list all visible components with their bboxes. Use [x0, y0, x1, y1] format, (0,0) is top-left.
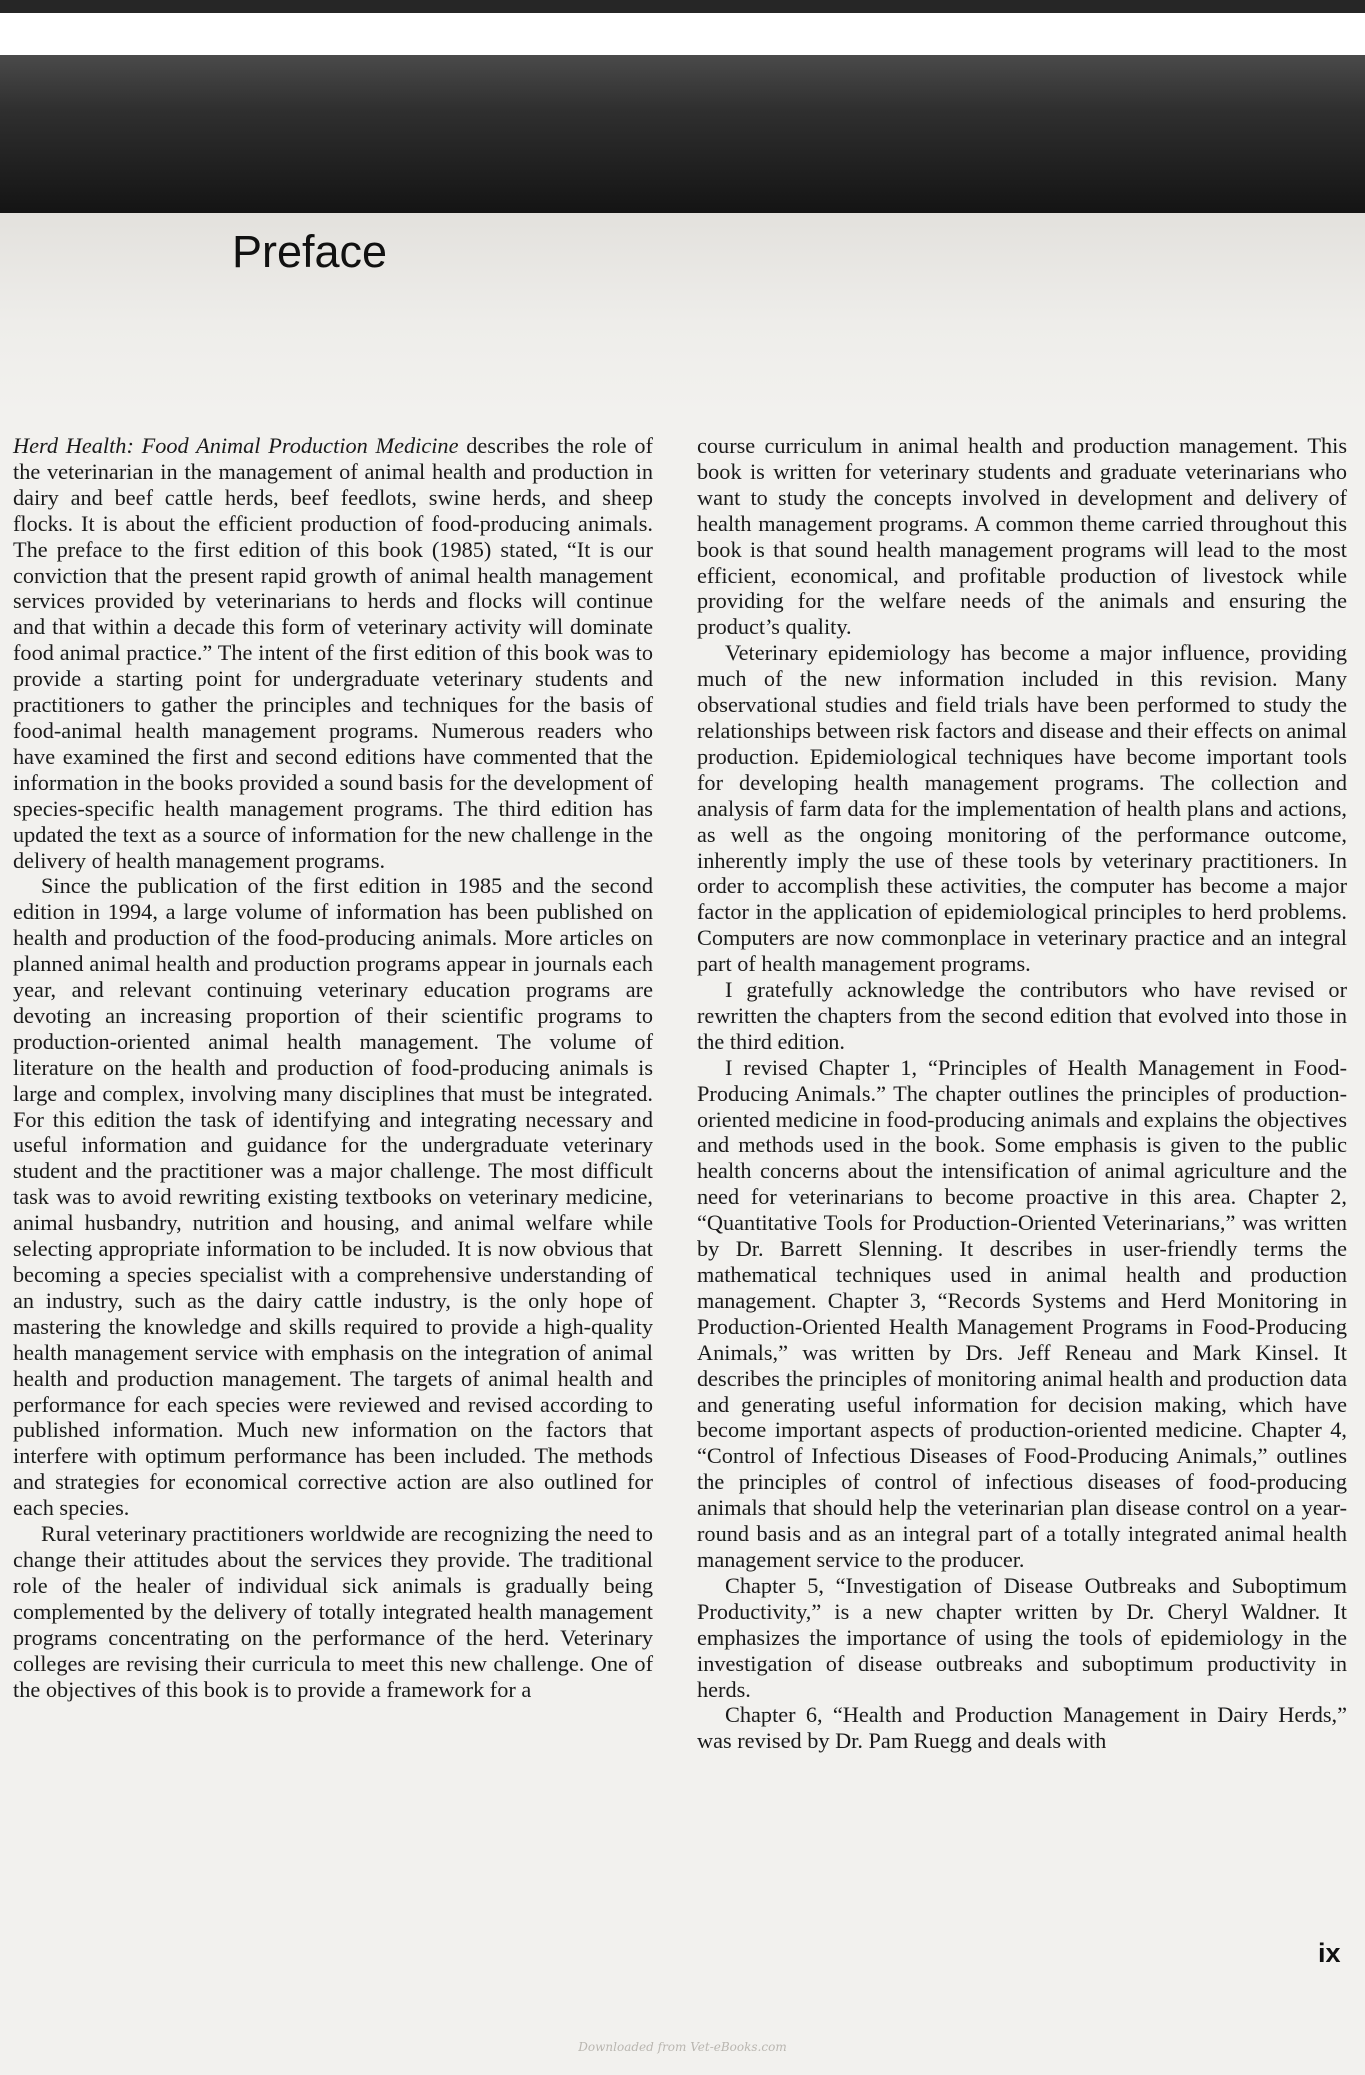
right-column [697, 433, 1347, 1754]
paragraph: I revised Chapter 1, “Principles of Health Management in Food-Producing Animals.” The chapter outlines the principles of production-oriented medicine in food-producing animals and explains the objectives and methods used in the book. Some emphasis is given to the public health concerns about the intensification of animal agriculture and the need for veterinarians to become proactive in this area. Chapter 2, “Quantitative Tools for Production-Oriented Veterinarians,” was written by Dr. Barrett Slenning. It describes in user-friendly terms the mathematical techniques used in animal health and production management. Chapter 3, “Records Systems and Herd Monitoring in Production-Oriented Health Management Programs in Food-Producing Animals,” was written by Drs. Jeff Reneau and Mark Kinsel. It describes the principles of monitoring animal health and production data and generating useful information for decision making, which have become important aspects of production-oriented medicine. Chapter 4, “Control of Infectious Diseases of Food-Producing Animals,” outlines the principles of control of infectious diseases of food-producing animals that should help the veterinarian plan disease control on a year-round basis and as an integral part of a totally integrated animal health management service to the producer. [697, 1054, 1347, 1572]
bleed-through-area [0, 213, 1365, 413]
page-title: Preface [232, 226, 388, 277]
paragraph: Rural veterinary practitioners worldwide are recognizing the need to change their attitudes about the services they provide. The traditional role of the healer of individual sick animals is gradually being complemented by the delivery of totally integrated health management programs concentrating on the performance of the herd. Veterinary colleges are revising their curricula to meet this new challenge. One of the objectives of this book is to provide a framework for a [13, 1521, 653, 1702]
paragraph: course curriculum in animal health and production management. This book is written for veterinary students and graduate veterinarians who want to study the concepts involved in development and delivery of health management programs. A common theme carried throughout this book is that sound health management programs will lead to the most efficient, economical, and profitable production of livestock while providing for the welfare needs of the animals and ensuring the product’s quality. [697, 433, 1347, 640]
top-edge-bar [0, 0, 1365, 13]
paragraph: Veterinary epidemiology has become a major influence, providing much of the new information included in this revision. Many observational studies and field trials have been performed to study the relationships between risk factors and disease and their effects on animal production. Epidemiological techniques have become important tools for developing health management programs. The collection and analysis of farm data for the implementation of health plans and actions, as well as the ongoing monitoring of the performance outcome, inherently imply the use of these tools by veterinary practitioners. In order to accomplish these activities, the computer has become a major factor in the application of epidemiological principles to herd problems. Computers are now commonplace in veterinary practice and an integral part of health management programs. [697, 640, 1347, 977]
paragraph: Chapter 5, “Investigation of Disease Outbreaks and Suboptimum Productivity,” is a new chapter written by Dr. Cheryl Waldner. It emphasizes the importance of using the tools of epidemiology in the investigation of disease outbreaks and suboptimum productivity in herds. [697, 1572, 1347, 1702]
header-banner [0, 55, 1365, 213]
watermark: Downloaded from Vet-eBooks.com [578, 2040, 787, 2054]
page-number: ix [1318, 1938, 1341, 1968]
book-title: Herd Health: Food Animal Production Medicine [13, 433, 459, 458]
paragraph: Chapter 6, “Health and Production Management in Dairy Herds,” was revised by Dr. Pam Ruegg and deals with [697, 1702, 1347, 1754]
paragraph [13, 433, 653, 873]
paragraph-text: describes the role of the veterinarian in the management of animal health and production in dairy and beef cattle herds, beef feedlots, swine herds, and sheep flocks. It is about the efficient production of food-producing animals. The preface to the first edition of this book (1985) stated, “It is our conviction that the present rapid growth of animal health management services provided by veterinarians to herds and flocks will continue and that within a decade this form of veterinary activity will dominate food animal practice.” The intent of the first edition of this book was to provide a starting point for undergraduate veterinary students and practitioners to gather the principles and techniques for the basis of food-animal health management programs. Numerous readers who have examined the first and second editions have commented that the information in the books provided a sound basis for the development of species-specific health management programs. The third edition has updated the text as a source of information for the new challenge in the delivery of health management programs. [13, 433, 653, 873]
left-column [13, 433, 653, 1702]
top-margin [0, 13, 1365, 55]
paragraph: Since the publication of the first edition in 1985 and the second edition in 1994, a large volume of information has been published on health and production of the food-producing animals. More articles on planned animal health and production programs appear in journals each year, and relevant continuing veterinary education programs are devoting an increasing proportion of their scientific programs to production-oriented animal health management. The volume of literature on the health and production of food-producing animals is large and complex, involving many disciplines that must be integrated. For this edition the task of identifying and integrating necessary and useful information and guidance for the undergraduate veterinary student and the practitioner was a major challenge. The most difficult task was to avoid rewriting existing textbooks on veterinary medicine, animal husbandry, nutrition and housing, and animal welfare while selecting appropriate information to be included. It is now obvious that becoming a species specialist with a comprehensive understanding of an industry, such as the dairy cattle industry, is the only hope of mastering the knowledge and skills required to provide a high-quality health management service with emphasis on the integration of animal health and production management. The targets of animal health and performance for each species were reviewed and revised according to published information. Much new information on the factors that interfere with optimum performance has been included. The methods and strategies for economical corrective action are also outlined for each species. [13, 873, 653, 1521]
paragraph: I gratefully acknowledge the contributors who have revised or rewritten the chapters from the second edition that evolved into those in the third edition. [697, 977, 1347, 1054]
